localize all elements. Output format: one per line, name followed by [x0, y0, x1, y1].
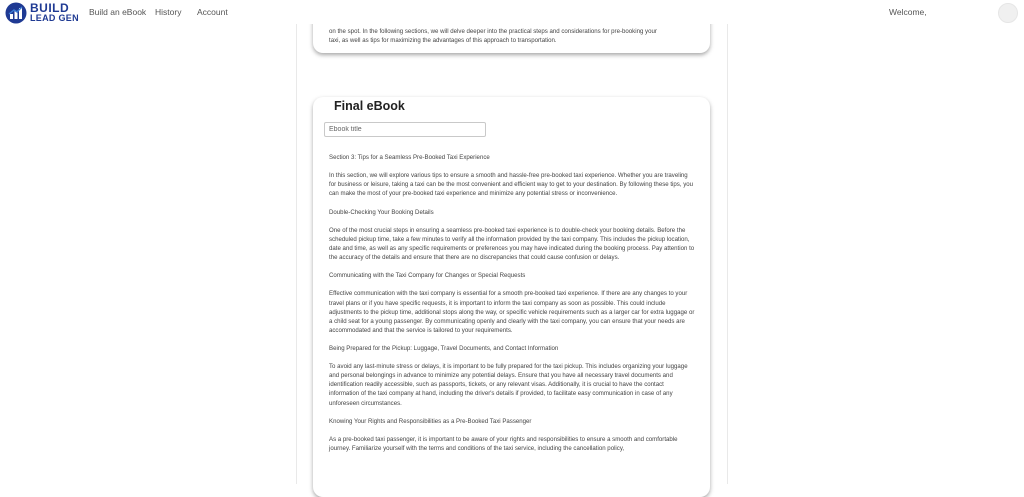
logo-chart-icon — [5, 2, 27, 24]
previous-section-text: on the spot. In the following sections, we will delve deeper into the practical steps and considerations for pre-booking your taxi, as well as tips for maximizing the advantages of this approach to transportation. — [329, 28, 657, 44]
top-navbar — [0, 0, 1024, 24]
ebook-paragraph: Knowing Your Rights and Responsibilities as a Pre-Booked Taxi Passenger — [329, 417, 532, 425]
avatar[interactable] — [998, 3, 1018, 23]
nav-build-ebook[interactable]: Build an eBook — [89, 7, 147, 17]
ebook-paragraph: To avoid any last-minute stress or delays, it is important to be fully prepared for the taxi pickup. This includes organizing your luggage and personal belongings in advance to minimize any potential delays. Ensure that you have all necessary travel documents and identification readily accessible, such as passports, tickets, or any relevant visas. Additionally, it is crucial to have the contact information of the taxi company at hand, including the driver's details if provided, to facilitate easy communication in case of any unforeseen circumstances. — [329, 363, 688, 407]
ebook-paragraph: Being Prepared for the Pickup: Luggage, Travel Documents, and Contact Information — [329, 344, 559, 352]
nav-account[interactable]: Account — [197, 7, 228, 17]
ebook-paragraph: Double-Checking Your Booking Details — [329, 208, 434, 216]
final-ebook-card — [313, 97, 710, 497]
nav-history[interactable]: History — [155, 7, 182, 17]
ebook-paragraph: As a pre-booked taxi passenger, it is important to be aware of your rights and responsibilities to ensure a smooth and comfortable journey. Familiarize yourself with the terms and conditions of the taxi service, including the cancellation policy, — [329, 435, 678, 452]
logo-text-leadgen: LEAD GEN — [30, 13, 79, 23]
ebook-paragraph: Communicating with the Taxi Company for Changes or Special Requests — [329, 272, 526, 280]
ebook-paragraph: Section 3: Tips for a Seamless Pre-Booked Taxi Experience — [329, 154, 490, 161]
brand-logo[interactable] — [5, 2, 79, 24]
ebook-title-input[interactable] — [324, 122, 486, 137]
final-ebook-heading: Final eBook — [334, 99, 405, 113]
ebook-content — [329, 153, 695, 462]
ebook-paragraph: One of the most crucial steps in ensuring a seamless pre-booked taxi experience is to double-check your booking details. Before the scheduled pickup time, take a few minutes to verify all the information provided by the taxi company. This includes the pickup location, date and time, as well as any specific requirements or preferences you may have indicated during the booking process. Pay attention to the accuracy of the details and ensure that there are no discrepancies that could cause confusion or delays. — [329, 226, 695, 262]
welcome-text: Welcome, — [889, 7, 927, 17]
ebook-paragraph: In this section, we will explore various tips to ensure a smooth and hassle-free pre-booked taxi experience. Whether you are traveling for business or leisure, taking a taxi can be the most convenient and efficient way to get to your destination. By following these tips, you can make the most of your pre-booked taxi experience and minimize any potential stress or inconvenience. — [329, 172, 694, 198]
logo-text-build: BUILD — [30, 1, 70, 15]
ebook-paragraph: Effective communication with the taxi company is essential for a smooth pre-booked taxi experience. If there are any changes to your travel plans or if you have specific requests, it is important to inform the taxi company as soon as possible. This could include adjustments to the pickup time, additional stops along the way, or specific vehicle requirements such as a larger car for extra luggage or a child seat for a young passenger. By communicating openly and clearly with the taxi company, you can ensure that your needs are accommodated and that the service is tailored to your requirements. — [329, 290, 695, 334]
